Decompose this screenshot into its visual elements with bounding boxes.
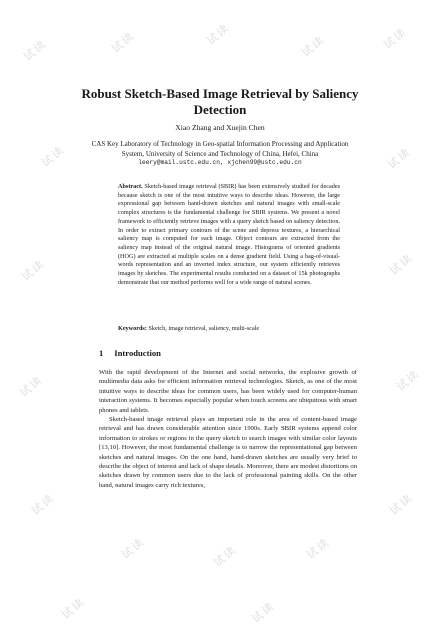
watermark-text: 试读 [29,491,58,518]
watermark-text: 试读 [249,599,278,626]
section-body [99,368,357,490]
watermark-text: 试读 [204,21,233,48]
paragraph: Sketch-based image retrieval plays an important role in the area of content-based image retrieval and has drawn considerable attention since 1990s. Early SBIR systems append color information to strokes or regions in the query sketch to search images with similar color layouts [13,10]. However, the most fundamental challenge is to narrow the representational gap between sketches and natural images. On the one hand, hand-drawn sketches are usually very brief to describe the object of interest and lack of shape details. Moreover, there are modest distortions on sketches drawn by common users due to the lack of professional painting skills. On the other hand, natural images carry rich textures, [99,416,357,489]
abstract-label: Abstract. [118,183,143,190]
abstract-text: Sketch-based image retrieval (SBIR) has been extensively studied for decades because sketch is one of the most intuitive ways to describe ideas. However, the large expressional gap between hand-drawn sketches and natural images with small-scale complex structures is the fundamental challenge for SBIR systems. We present a novel framework to efficiently retrieve images with a query sketch based on saliency detection. In order to extract primary contours of the scene and depress textures, a hierarchical saliency map is computed for each image. Object contours are extracted from the saliency map instead of the original natural image. Histograms of oriented gradients (HOG) are extracted at multiple scales on a dense gradient field. Using a bag-of-visual-words representation and an inverted index structure, our system efficiently retrieves images by sketches. The experimental results conducted on a dataset of 15k photographs demonstrate that our method performs well for a wide range of natural scenes. [118,183,341,286]
watermark-text: 试读 [119,535,148,562]
paper-title: Robust Sketch-Based Image Retrieval by Saliency Detection [81,86,359,117]
section-heading [99,348,161,358]
paper-authors: Xiao Zhang and Xuejin Chen [175,123,265,132]
keywords-label: Keywords: [118,325,147,332]
watermark-text: 试读 [19,257,48,284]
section-title: Introduction [114,348,161,358]
watermark-text: 试读 [211,543,240,570]
watermark-text: 试读 [394,367,423,394]
keywords [118,325,340,332]
watermark-text: 试读 [299,33,328,60]
watermark-text: 试读 [304,535,333,562]
watermark-text: 试读 [59,595,88,622]
watermark-text: 试读 [21,37,50,64]
watermark-text: 试读 [385,145,414,172]
watermark-text: 试读 [17,373,46,400]
section-number: 1 [99,348,104,358]
watermark-text: 试读 [381,25,410,52]
watermark-text: 试读 [39,143,68,170]
paragraph: With the rapid development of the Internet and social networks, the explosive growth of multimedia data asks for efficient information retrieval technologies. Sketch, as one of the most intuitive ways to describe ideas for common users, has been widely used for computer-human interaction systems. It becomes especially popular when touch screens are ubiquitous with smart phones and tablets. [99,369,357,414]
keywords-text: Sketch, image retrieval, saliency, multi-scale [148,325,260,332]
paper-affiliation: CAS Key Laboratory of Technology in Geo-spatial Information Processing and Application System, University of Science and Technology of China, Hefei, China [91,140,349,158]
abstract [118,183,340,287]
paper-emails: leery@mail.ustc.edu.cn, xjchen99@ustc.edu.cn [138,159,302,166]
watermark-text: 试读 [109,29,138,56]
watermark-text: 试读 [387,251,416,278]
watermark-text: 试读 [387,491,416,518]
